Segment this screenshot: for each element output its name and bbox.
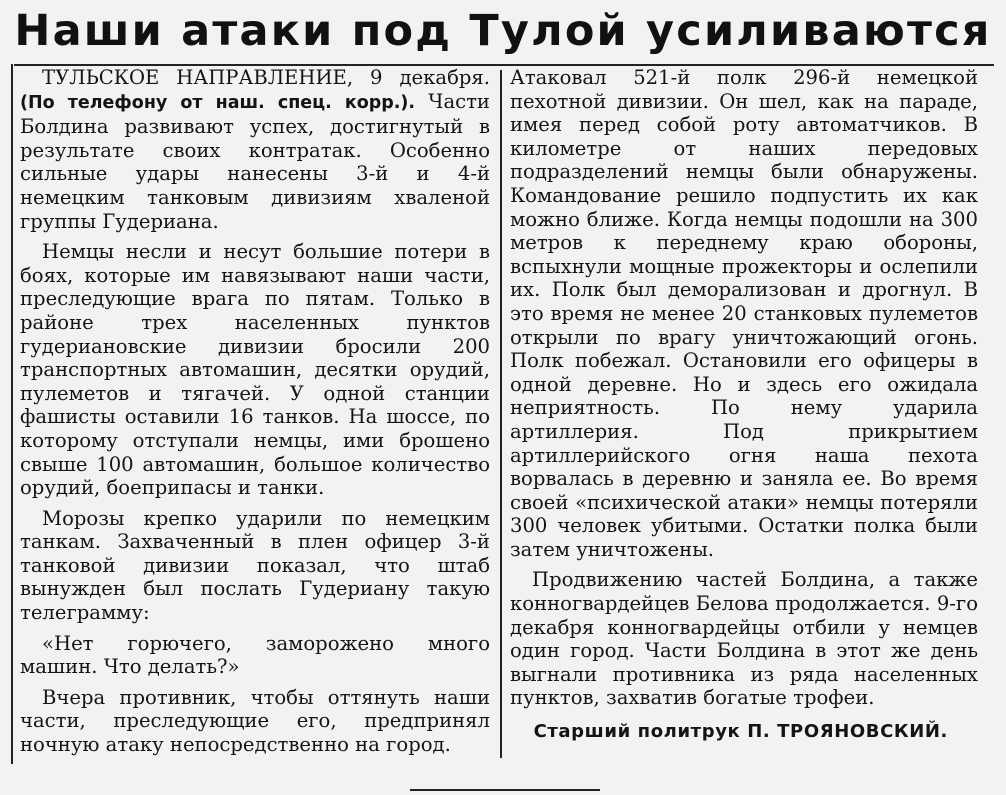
article-paragraph: Атаковал 521-й полк 296-й немецкой пехотной дивизии. Он шел, как на параде, имея перед собой роту автоматчиков. В километре от наших передовых подразделений немцы были обнаружены. Командование решило подпустить их как можно ближе. Когда немцы подошли на 300 метров к переднему краю обороны, вспыхнули мощные прожекторы и ослепили их. Полк был деморализован и дрогнул. В это время не менее 20 станковых пулеметов открыли по врагу уничтожающий огонь. Полк побежал. Остановили его офицеры в одной деревне. Но и здесь его ожидала неприятность. По нему ударила артиллерия. Под прикрытием артиллерийского огня наша пехота ворвалась в деревню и заняла ее. Во время своей «психической атаки» немцы потеряли 300 человек убитыми. Остатки полка были затем уничтожены.: [510, 66, 978, 561]
article-column-right: [510, 66, 978, 744]
left-rule: [11, 64, 13, 764]
article-paragraph: Морозы крепко ударили по немецким танкам. Захваченный в плен офицер 3-й танковой дивизии показал, что штаб вынужден был послать Гудериану такую телеграмму:: [20, 506, 490, 625]
telegram-quote: «Нет горючего, заморожено много машин. Что делать?»: [20, 631, 490, 679]
article-paragraph: [20, 66, 490, 233]
article-paragraph: Продвижению частей Болдина, а также конногвардейцев Белова продолжается. 9-го декабря конногвардейцы отбили у немцев один город. Части Болдина в этот же день выгнали противника из ряда населенных пунктов, захватив богатые трофеи.: [510, 568, 978, 710]
dateline: ТУЛЬСКОЕ НАПРАВЛЕНИЕ, 9 декабря.: [42, 66, 490, 89]
paragraph-text: Части Болдина развивают успех, достигнутый в результате своих контратак. Особенно сильные удары нанесены 3-й и 4-й немецким танковым дивизиям хваленой группы Гудериана.: [20, 89, 490, 233]
correspondent-note: (По телефону от наш. спец. корр.).: [20, 92, 416, 113]
column-divider: [500, 70, 502, 758]
article-column-left: [20, 66, 490, 757]
headline: Наши атаки под Тулой усиливаются: [14, 6, 992, 56]
article-paragraph: Немцы несли и несут большие потери в боях, которые им навязывают наши части, преследующие врага по пятам. Только в районе трех населенных пунктов гудериановские дивизии бросили 200 транспортных автомашин, десятки орудий, пулеметов и тягачей. У одной станции фашисты оставили 16 танков. На шоссе, по которому отступали немцы, ими брошено свыше 100 автомашин, большое количество орудий, боеприпасы и танки.: [20, 240, 490, 500]
byline: Старший политрук П. ТРОЯНОВСКИЙ.: [533, 721, 948, 743]
article-paragraph: Вчера противник, чтобы оттянуть наши части, преследующие его, предпринял ночную атаку непосредственно на город.: [20, 685, 490, 757]
bottom-rule: [410, 789, 600, 791]
